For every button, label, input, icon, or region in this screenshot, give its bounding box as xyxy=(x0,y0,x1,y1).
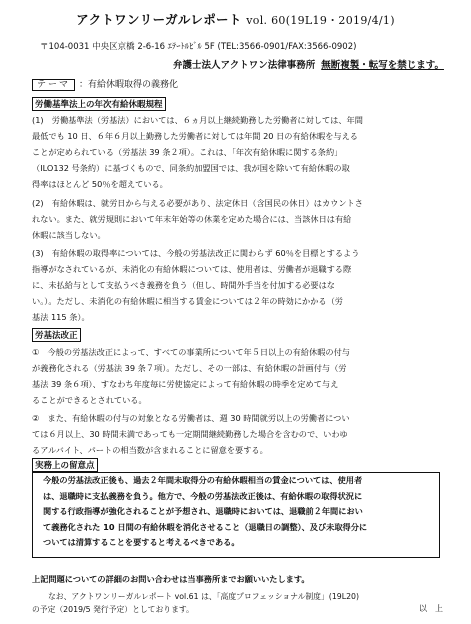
volume-number: vol. 60 xyxy=(246,14,286,27)
firm-name: 弁護士法人アクトワン法律事務所 xyxy=(173,60,316,71)
text-line: に、未払給与として支払うべき義務を負う（但し、時間外手当を付加する必要はな xyxy=(32,280,335,290)
text-line: 指導がなされているが、未消化の有給休暇については、使用者は、労働者が退職する際 xyxy=(32,264,352,274)
text-line: て義務化された 10 日間の有給休暇を消化させること（退職日の調整）、及び未取得分に xyxy=(43,521,368,532)
section-heading-practice: 実務上の留意点 xyxy=(32,458,98,472)
text-line: ることができるとされている。 xyxy=(32,395,147,405)
closing-mark: 以 上 xyxy=(419,604,443,613)
next-issue-note xyxy=(32,590,360,616)
title-text: アクトワンリーガルレポート xyxy=(76,12,242,27)
text-line: 関する行政指導が強化されることが予想され、退職時においては、退職前２年間におい xyxy=(43,506,363,516)
text-line: 基法 115 条）。 xyxy=(32,312,90,322)
text-line: 最低でも 10 日、６年６月以上勤務した労働者に対しては年間 20 日の有給休暇を与える xyxy=(32,131,358,141)
text-line: 基法 39 条６項）、すなわち年度毎に労使協定によって有給休暇の時季を定めて与え xyxy=(32,379,339,389)
theme-line xyxy=(32,77,178,90)
text-line: 休暇に該当しない。 xyxy=(32,230,106,240)
paragraph-amendment-2 xyxy=(32,410,350,458)
text-line: ② また、有給休暇の付与の対象となる労働者は、週 30 時間就労以上の労働者につい xyxy=(32,413,350,423)
text-line: （ILO132 号条約）に基づくもので、同条約加盟国では、我が国を除いて有給休暇の取 xyxy=(32,163,350,173)
text-line: (2) 有給休暇は、就労日から与える必要があり、法定休日（含国民の休日）はカウントさ xyxy=(32,198,363,208)
paragraph-amendment-1 xyxy=(32,344,350,408)
paragraph-2 xyxy=(32,195,363,243)
paragraph-1 xyxy=(32,112,363,192)
text-line: ① 今般の労基法改正によって、すべての事業所について年５日以上の有給休暇の付与 xyxy=(32,347,350,357)
text-line: ことが定められている（労基法 39 条２項）。これは、「年次有給休暇に関する条約」 xyxy=(32,147,343,157)
text-line: 得率はほとんど 50％を超えている。 xyxy=(32,179,168,189)
paragraph-3 xyxy=(32,245,359,325)
text-line: (3) 有給休暇の取得率については、今般の労基法改正に関わらず 60％を目標とするよう xyxy=(32,248,360,258)
text-line: ては６月以上、30 時間未満であっても一定期間継続勤務した場合を含むので、いわゆ xyxy=(32,429,348,439)
theme-text: ：有給休暇取得の義務化 xyxy=(79,80,179,90)
office-address: 〒104-0031 中央区京橋 2-6-16 ｴﾃｰﾄﾙﾋﾞﾙ 5F (TEL:3566-0901/FAX:3566-0902) xyxy=(40,42,357,52)
report-title xyxy=(0,10,471,28)
text-line: い。）。ただし、未消化の有給休暇に相当する賃金については２年の時効にかかる（労 xyxy=(32,296,343,306)
text-line: の予定（2019/5 発行予定）としております。 xyxy=(32,605,194,614)
text-line: るアルバイト、パートの相当数が含まれることに留意を要する。 xyxy=(32,445,268,455)
text-line: (1) 労働基準法（労基法）においては、６ヵ月以上継続勤務した労働者に対しては、年間 xyxy=(32,115,363,125)
contact-note: 上記問題についての詳細のお問い合わせは当事務所までお願いいたします。 xyxy=(32,574,310,584)
text-line: 今般の労基法改正後も、過去２年間未取得分の有給休暇相当の賃金については、使用者 xyxy=(43,475,363,485)
copyright-notice: 無断複製・転写を禁じます。 xyxy=(321,60,444,71)
theme-tag: テーマ xyxy=(32,79,75,91)
section-heading-labor-law: 労働基準法上の年次有給休暇規程 xyxy=(32,97,166,111)
text-line: は、退職時に支払義務を負う。他方で、今般の労基法改正後は、有給休暇の取得状況に xyxy=(43,490,363,501)
text-line: が義務化される（労基法 39 条７項）。ただし、その一部は、有給休暇の計画付与（労 xyxy=(32,363,347,373)
firm-line xyxy=(173,57,444,71)
text-line: なお、アクトワンリーガルレポート vol.61 は、「高度プロフェッショナル制度」(19L20) xyxy=(48,592,360,601)
practice-box xyxy=(32,472,440,558)
issue-info: (19L19・2019/4/1) xyxy=(285,14,395,27)
text-line: ついては清算することを要すると考えるべきである。 xyxy=(43,537,240,547)
section-heading-amendment: 労基法改正 xyxy=(32,328,81,342)
text-line: れない。また、就労規則において年末年始等の休業を定めた場合には、当該休日は有給 xyxy=(32,214,352,224)
